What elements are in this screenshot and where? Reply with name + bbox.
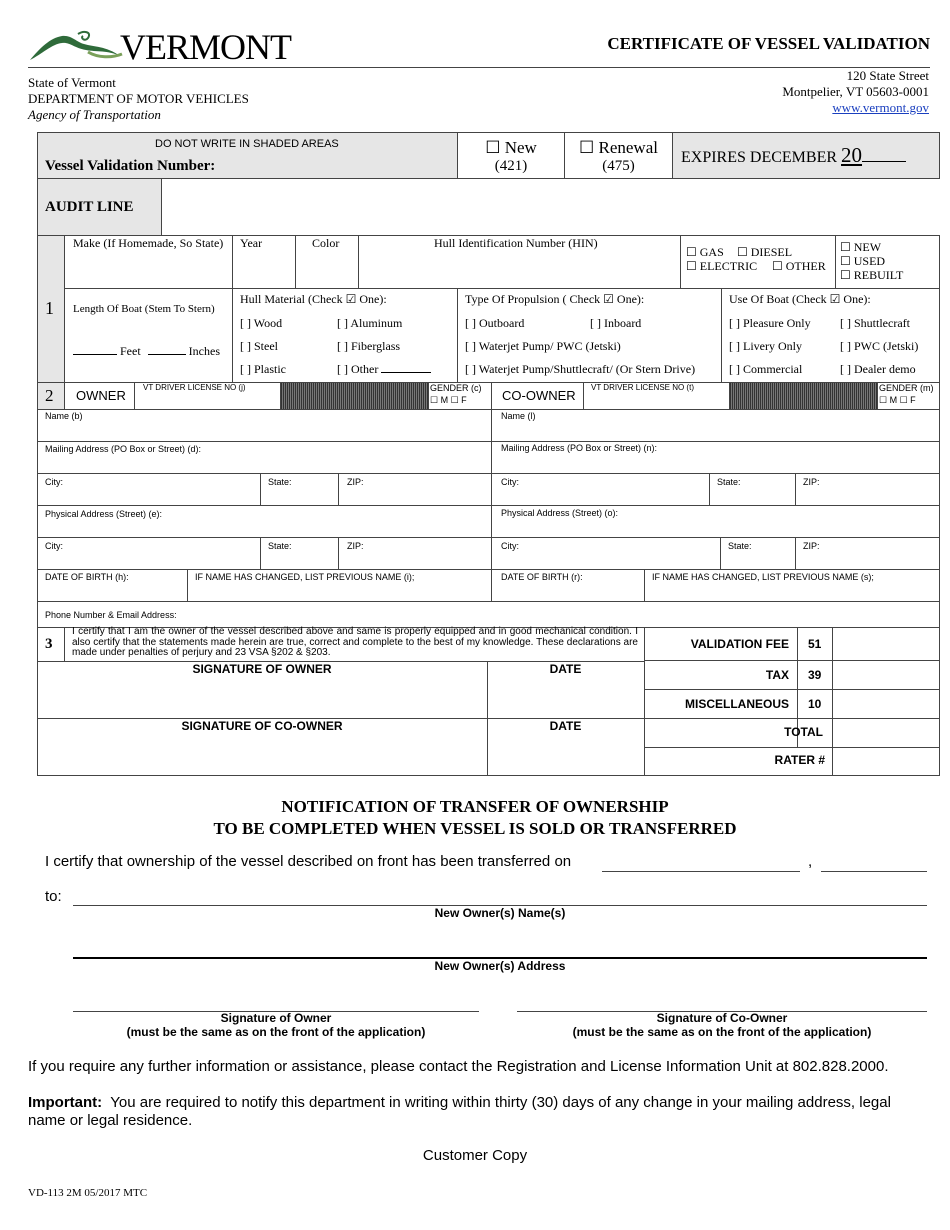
- transfer-certify-text: I certify that ownership of the vessel described on front has been transferred on: [45, 853, 572, 870]
- make-label: Make (If Homemade, So State): [73, 236, 224, 250]
- validation-number-label: Vessel Validation Number:: [45, 158, 216, 174]
- condition-new[interactable]: ☐ NEW: [840, 240, 882, 254]
- owner-prev-name-field[interactable]: IF NAME HAS CHANGED, LIST PREVIOUS NAME (i);: [195, 572, 415, 582]
- new-code: (421): [494, 158, 528, 174]
- hull-aluminum[interactable]: [ ] Aluminum: [337, 316, 403, 330]
- mailing-d-field[interactable]: Mailing Address (PO Box or Street) (d):: [45, 444, 202, 454]
- owner-zip-1[interactable]: ZIP:: [347, 477, 364, 487]
- hull-fiberglass[interactable]: [ ] Fiberglass: [337, 339, 401, 353]
- transfer-title-2: TO BE COMPLETED WHEN VESSEL IS SOLD OR TRANSFERRED: [213, 819, 737, 838]
- owner-date-field[interactable]: DATE: [549, 662, 582, 676]
- total-label: TOTAL: [784, 725, 823, 739]
- condition-used[interactable]: ☐ USED: [840, 254, 886, 268]
- new-owner-name-label: New Owner(s) Name(s): [434, 906, 566, 920]
- name-l-field[interactable]: Name (l): [501, 411, 536, 421]
- hin-label: Hull Identification Number (HIN): [434, 236, 598, 250]
- vermont-logo: [28, 26, 291, 67]
- co-owner-state-1[interactable]: State:: [717, 477, 741, 487]
- signature-co-owner-field[interactable]: SIGNATURE OF CO-OWNER: [181, 719, 343, 733]
- co-owner-license-label: VT DRIVER LICENSE NO (t): [591, 383, 694, 392]
- do-not-write-note: DO NOT WRITE IN SHADED AREAS: [155, 138, 339, 150]
- co-owner-city-2[interactable]: City:: [501, 541, 519, 551]
- agency-name: Agency of Transportation: [28, 107, 161, 122]
- hull-plastic[interactable]: [ ] Plastic: [240, 362, 286, 376]
- miscellaneous-code: 10: [808, 697, 822, 711]
- co-owner-label: CO-OWNER: [502, 388, 576, 403]
- expires-year: 20: [841, 143, 863, 167]
- co-owner-dob-field[interactable]: DATE OF BIRTH (r):: [501, 572, 583, 582]
- transfer-co-owner-signature-label: Signature of Co-Owner: [656, 1011, 788, 1025]
- address-line2: Montpelier, VT 05603-0001: [782, 84, 929, 99]
- owner-label: OWNER: [76, 388, 126, 403]
- validation-fee-code: 51: [808, 637, 822, 651]
- co-owner-gender-options[interactable]: ☐ M ☐ F: [879, 395, 916, 405]
- logo-text: VERMONT: [120, 27, 291, 67]
- section3-number: 3: [45, 636, 53, 652]
- department-name: DEPARTMENT OF MOTOR VEHICLES: [28, 91, 249, 106]
- owner-state-1[interactable]: State:: [268, 477, 292, 487]
- co-owner-gender-label: GENDER (m): [879, 383, 934, 393]
- length-inputs[interactable]: [73, 344, 220, 359]
- miscellaneous-label: MISCELLANEOUS: [684, 697, 789, 711]
- owner-city-1[interactable]: City:: [45, 477, 63, 487]
- owner-city-2[interactable]: City:: [45, 541, 63, 551]
- mailing-n-field[interactable]: Mailing Address (PO Box or Street) (n):: [501, 443, 658, 453]
- owner-license-label: VT DRIVER LICENSE NO (j): [143, 383, 246, 392]
- use-pleasure[interactable]: [ ] Pleasure Only: [729, 316, 811, 330]
- propulsion-inboard[interactable]: [ ] Inboard: [590, 316, 642, 330]
- transfer-title-1: NOTIFICATION OF TRANSFER OF OWNERSHIP: [281, 797, 669, 816]
- transfer-owner-must-match: (must be the same as on the front of the application): [126, 1025, 426, 1039]
- fuel-other[interactable]: ☐ OTHER: [772, 259, 826, 273]
- propulsion-title: Type Of Propulsion ( Check ☑ One):: [465, 292, 645, 306]
- use-commercial[interactable]: [ ] Commercial: [729, 362, 803, 376]
- owner-gender-options[interactable]: ☐ M ☐ F: [430, 395, 467, 405]
- co-owner-zip-1[interactable]: ZIP:: [803, 477, 820, 487]
- audit-line-label: AUDIT LINE: [45, 199, 134, 215]
- owner-shaded-area: [281, 383, 429, 409]
- owner-dob-field[interactable]: DATE OF BIRTH (h):: [45, 572, 129, 582]
- phone-email-field[interactable]: Phone Number & Email Address:: [45, 610, 177, 620]
- transfer-to-label: to:: [45, 888, 62, 905]
- color-label: Color: [312, 236, 340, 250]
- hull-other[interactable]: [337, 362, 431, 377]
- co-owner-state-2[interactable]: State:: [728, 541, 752, 551]
- propulsion-outboard[interactable]: [ ] Outboard: [465, 316, 525, 330]
- address-line1: 120 State Street: [846, 68, 929, 83]
- owner-zip-2[interactable]: ZIP:: [347, 541, 364, 551]
- use-shuttlecraft[interactable]: [ ] Shuttlecraft: [840, 316, 910, 330]
- condition-rebuilt[interactable]: ☐ REBUILT: [840, 268, 904, 282]
- new-owner-address-label: New Owner(s) Address: [434, 959, 566, 973]
- co-owner-date-field[interactable]: DATE: [549, 719, 582, 733]
- renewal-checkbox[interactable]: ☐ Renewal: [579, 138, 658, 157]
- owner-gender-label: GENDER (c): [430, 383, 482, 393]
- use-livery[interactable]: [ ] Livery Only: [729, 339, 802, 353]
- fuel-gas[interactable]: ☐ GAS: [686, 245, 724, 259]
- co-owner-city-1[interactable]: City:: [501, 477, 519, 487]
- form-title: CERTIFICATE OF VESSEL VALIDATION: [607, 34, 930, 53]
- inches-label: Inches: [188, 344, 220, 358]
- state-name: State of Vermont: [28, 75, 116, 90]
- section2-number: 2: [45, 386, 54, 405]
- fuel-electric[interactable]: ☐ ELECTRIC: [686, 259, 758, 273]
- physical-e-field[interactable]: Physical Address (Street) (e):: [45, 509, 163, 519]
- co-owner-shaded-area: [730, 383, 878, 409]
- renewal-code: (475): [602, 158, 635, 174]
- assistance-text: If you require any further information or assistance, please contact the Registration and License Information Unit at 802.828.2000.: [28, 1058, 889, 1075]
- owner-state-2[interactable]: State:: [268, 541, 292, 551]
- important-text: You are required to notify this department in writing within thirty (30) days of any change in your mailing address, legal name or legal residence.: [28, 1094, 891, 1129]
- signature-owner-field[interactable]: SIGNATURE OF OWNER: [192, 662, 332, 676]
- hull-other-label: [ ] Other: [337, 362, 379, 376]
- use-dealer-demo[interactable]: [ ] Dealer demo: [840, 362, 916, 376]
- new-checkbox[interactable]: ☐ New: [485, 138, 537, 157]
- tax-code: 39: [808, 668, 822, 682]
- feet-label: Feet: [120, 344, 141, 358]
- transfer-owner-signature-label: Signature of Owner: [220, 1011, 332, 1025]
- tax-label: TAX: [765, 668, 789, 682]
- use-pwc[interactable]: [ ] PWC (Jetski): [840, 339, 919, 353]
- important-label: Important:: [28, 1094, 103, 1111]
- transfer-co-owner-must-match: (must be the same as on the front of the application): [572, 1025, 872, 1039]
- important-notice: [28, 1094, 928, 1130]
- physical-o-field[interactable]: Physical Address (Street) (o):: [501, 508, 619, 518]
- transfer-date-line[interactable]: [602, 871, 800, 872]
- fuel-diesel[interactable]: ☐ DIESEL: [737, 245, 793, 259]
- use-title: Use Of Boat (Check ☑ One):: [729, 292, 871, 306]
- certification-text: I certify that I am the owner of the vessel described above and same is properly equipped and in good mechanical condition. I also certify that the statements made herein are true, correct and complete to the best of my knowledge. These declarations are made under penalties of perjury and 23 VSA §202 & §203.: [72, 626, 638, 658]
- hull-wood[interactable]: [ ] Wood: [240, 316, 283, 330]
- co-owner-zip-2[interactable]: ZIP:: [803, 541, 820, 551]
- hull-title: Hull Material (Check ☑ One):: [240, 292, 387, 306]
- expires-label-text: EXPIRES DECEMBER: [681, 149, 838, 166]
- mountain-logo-icon: [28, 28, 123, 66]
- form-code: VD-113 2M 05/2017 MTC: [28, 1187, 148, 1199]
- co-owner-prev-name-field[interactable]: IF NAME HAS CHANGED, LIST PREVIOUS NAME (s);: [652, 572, 874, 582]
- length-label: Length Of Boat (Stem To Stern): [73, 303, 215, 315]
- customer-copy-label: Customer Copy: [422, 1147, 528, 1164]
- propulsion-waterjet-pwc[interactable]: [ ] Waterjet Pump/ PWC (Jetski): [465, 339, 621, 353]
- fee-amount-column[interactable]: [833, 628, 939, 775]
- year-label: Year: [240, 236, 263, 250]
- expires-label: [681, 143, 906, 168]
- hull-steel[interactable]: [ ] Steel: [240, 339, 278, 353]
- section1-number: 1: [45, 298, 54, 318]
- propulsion-waterjet-shuttlecraft[interactable]: [ ] Waterjet Pump/Shuttlecraft/ (Or Stern Drive): [465, 362, 696, 376]
- validation-fee-label: VALIDATION FEE: [690, 637, 789, 651]
- name-b-field[interactable]: Name (b): [45, 411, 83, 421]
- website-link[interactable]: www.vermont.gov: [832, 100, 929, 115]
- rater-label: RATER #: [774, 753, 825, 767]
- transfer-comma: ,: [808, 853, 813, 870]
- transfer-year-line[interactable]: [821, 871, 927, 872]
